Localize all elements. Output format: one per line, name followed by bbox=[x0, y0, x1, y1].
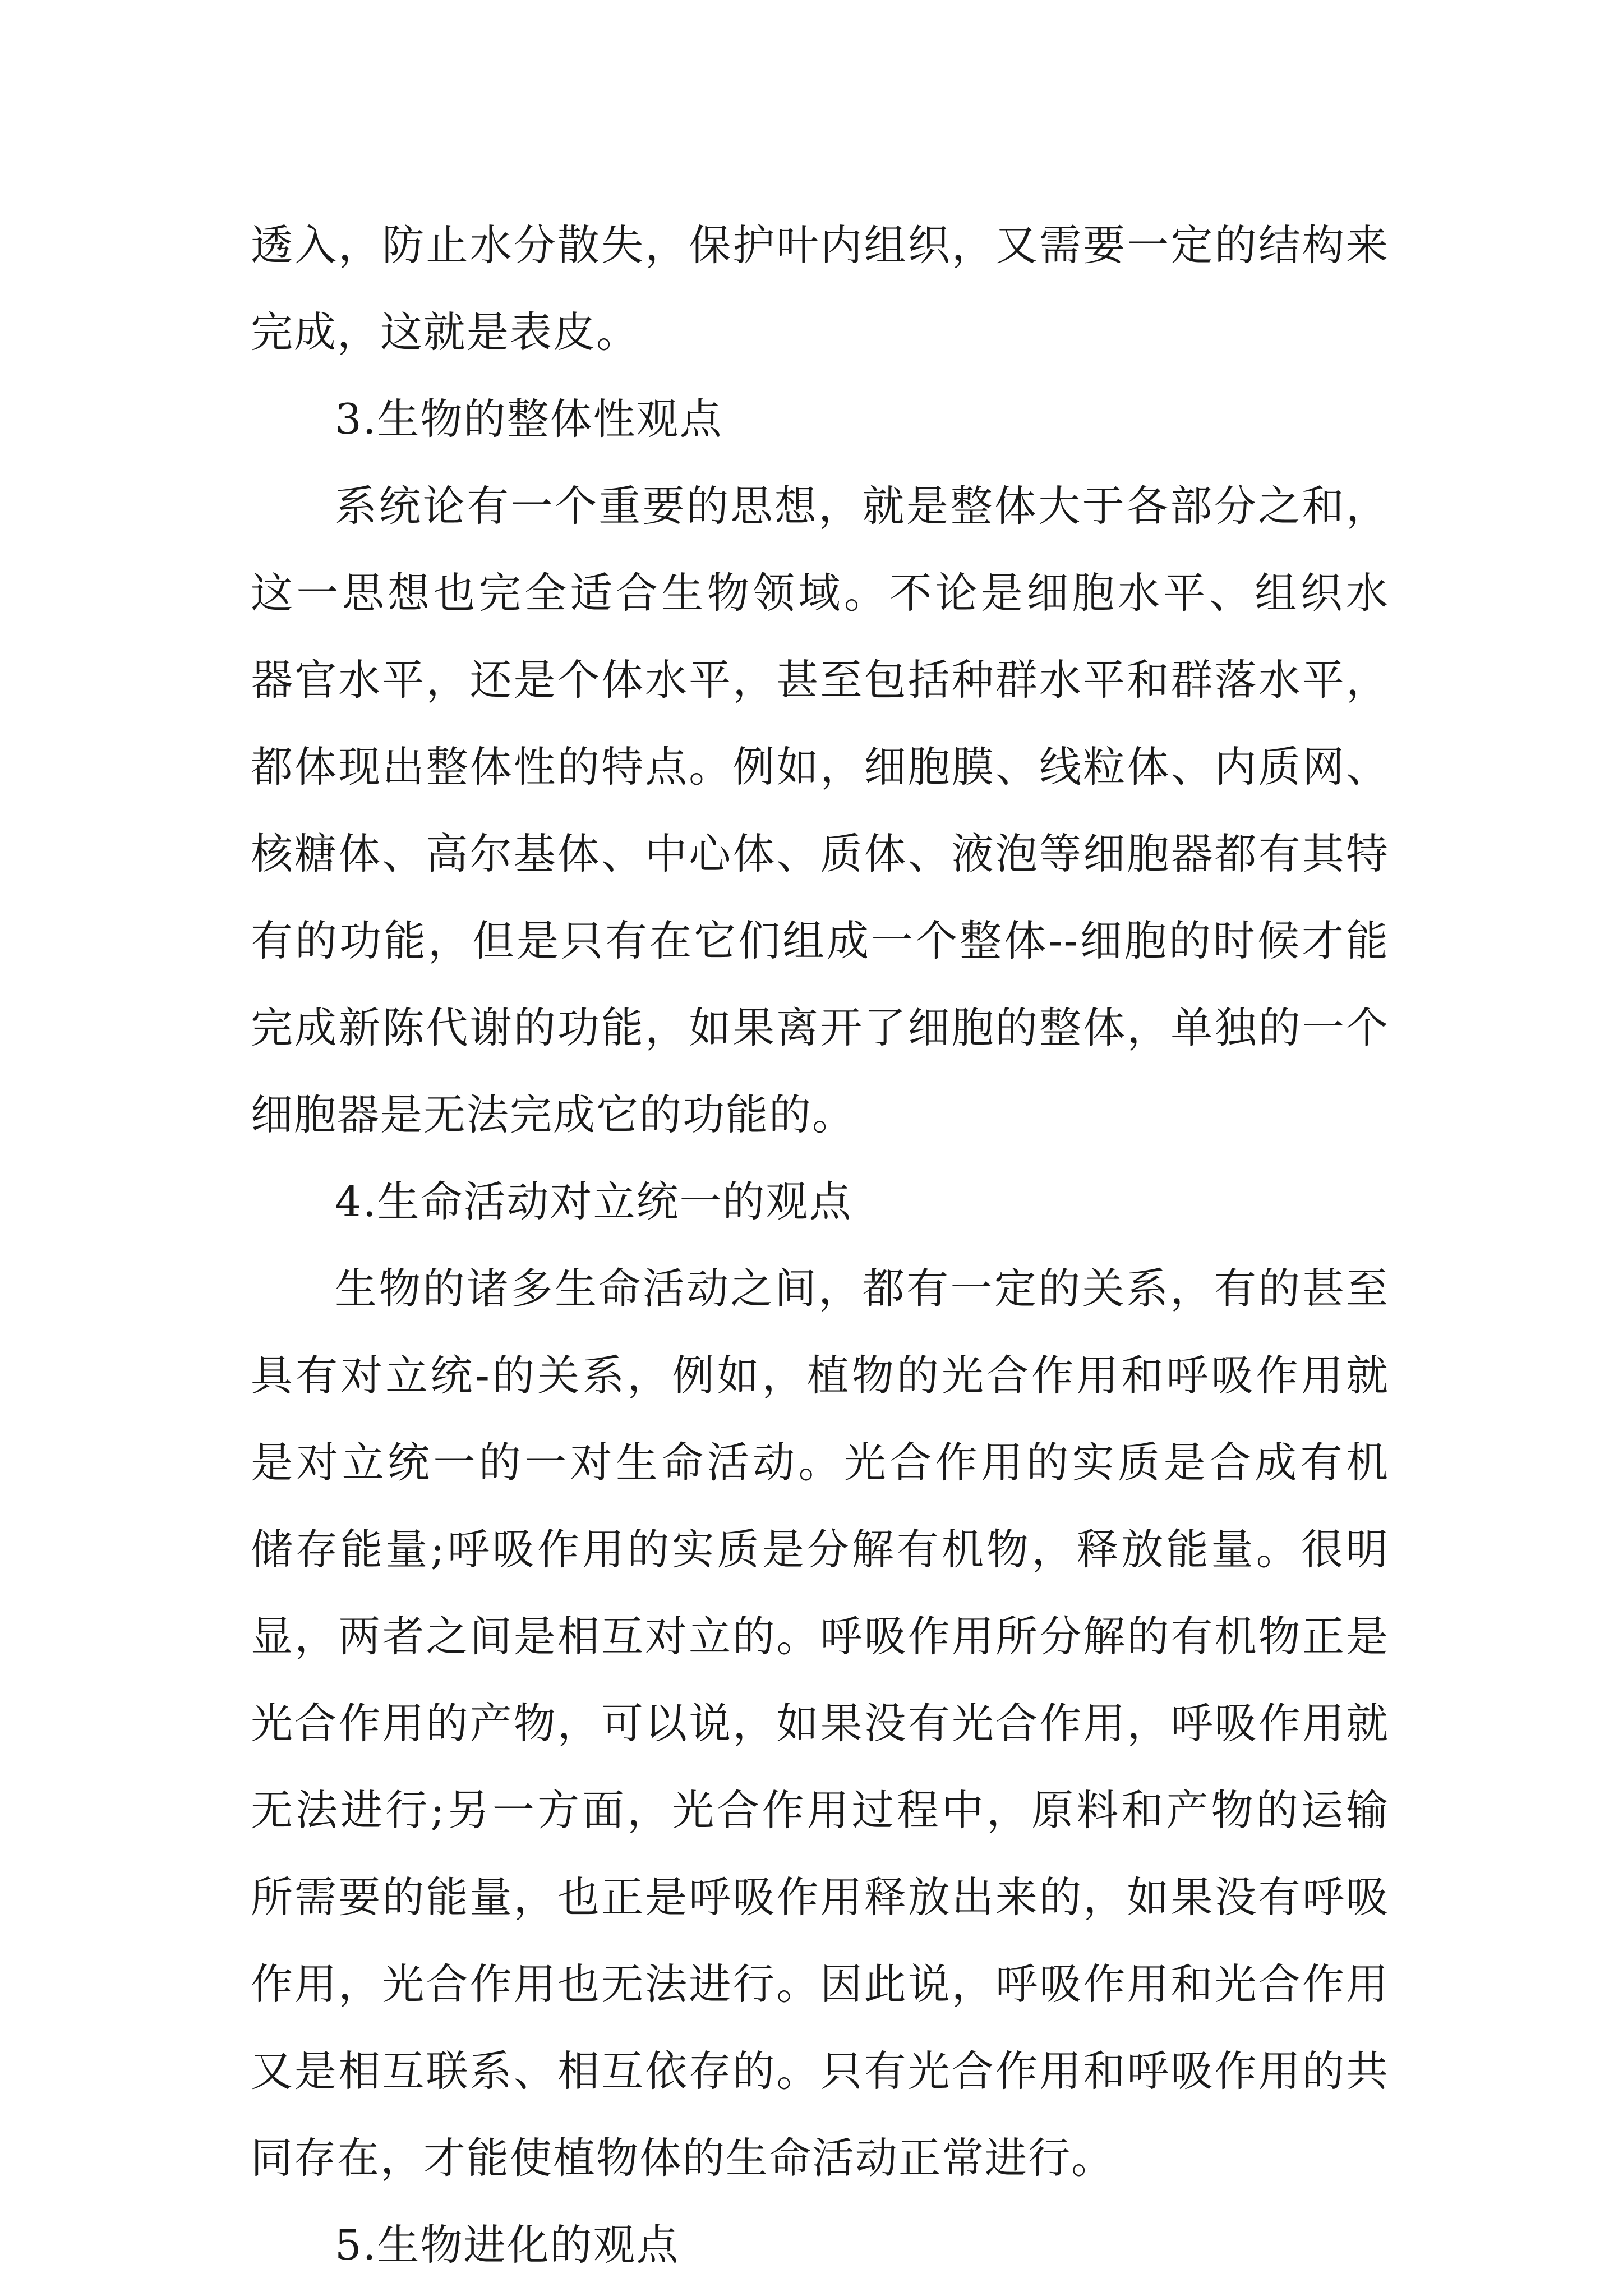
text-line: 光合作用的产物，可以说，如果没有光合作用，呼吸作用就 bbox=[251, 1699, 1389, 1748]
text-line: 这一思想也完全适合生物领域。不论是细胞水平、组织水 bbox=[251, 568, 1389, 618]
text-line: 完成，这就是表皮。 bbox=[251, 307, 640, 357]
text-line: 细胞器是无法完成它的功能的。 bbox=[251, 1090, 856, 1139]
text-line: 都体现出整体性的特点。例如，细胞膜、线粒体、内质网、 bbox=[251, 742, 1389, 792]
text-line: 具有对立统-的关系，例如，植物的光合作用和呼吸作用就 bbox=[251, 1351, 1389, 1400]
text-line: 又是相互联系、相互依存的。只有光合作用和呼吸作用的共 bbox=[251, 2046, 1389, 2096]
text-line: 核糖体、高尔基体、中心体、质体、液泡等细胞器都有其特 bbox=[251, 829, 1389, 878]
text-line: 有的功能，但是只有在它们组成一个整体--细胞的时候才能 bbox=[251, 916, 1389, 965]
text-line: 是对立统一的一对生命活动。光合作用的实质是合成有机 bbox=[251, 1438, 1389, 1487]
text-line: 无法进行;另一方面，光合作用过程中，原料和产物的运输 bbox=[251, 1786, 1389, 1835]
section-heading: 5.生物进化的观点 bbox=[335, 2220, 680, 2270]
section-heading: 3.生物的整体性观点 bbox=[335, 394, 723, 444]
document-body bbox=[251, 202, 1389, 2289]
paragraph-first-line: 生物的诸多生命活动之间，都有一定的关系，有的甚至 bbox=[335, 1264, 1389, 1313]
text-line: 器官水平，还是个体水平，甚至包括种群水平和群落水平， bbox=[251, 655, 1389, 705]
text-line: 透入，防止水分散失，保护叶内组织，又需要一定的结构来 bbox=[251, 220, 1389, 270]
text-line: 同存在，才能使植物体的生命活动正常进行。 bbox=[251, 2133, 1115, 2183]
text-line: 作用，光合作用也无法进行。因此说，呼吸作用和光合作用 bbox=[251, 1959, 1389, 2009]
paragraph-first-line: 系统论有一个重要的思想，就是整体大于各部分之和， bbox=[335, 481, 1389, 531]
text-line: 所需要的能量，也正是呼吸作用释放出来的，如果没有呼吸 bbox=[251, 1872, 1389, 1922]
text-line: 完成新陈代谢的功能，如果离开了细胞的整体，单独的一个 bbox=[251, 1003, 1389, 1052]
text-line: 储存能量;呼吸作用的实质是分解有机物，释放能量。很明 bbox=[251, 1525, 1389, 1574]
section-heading: 4.生命活动对立统一的观点 bbox=[335, 1177, 852, 1226]
text-line: 显，两者之间是相互对立的。呼吸作用所分解的有机物正是 bbox=[251, 1612, 1389, 1661]
